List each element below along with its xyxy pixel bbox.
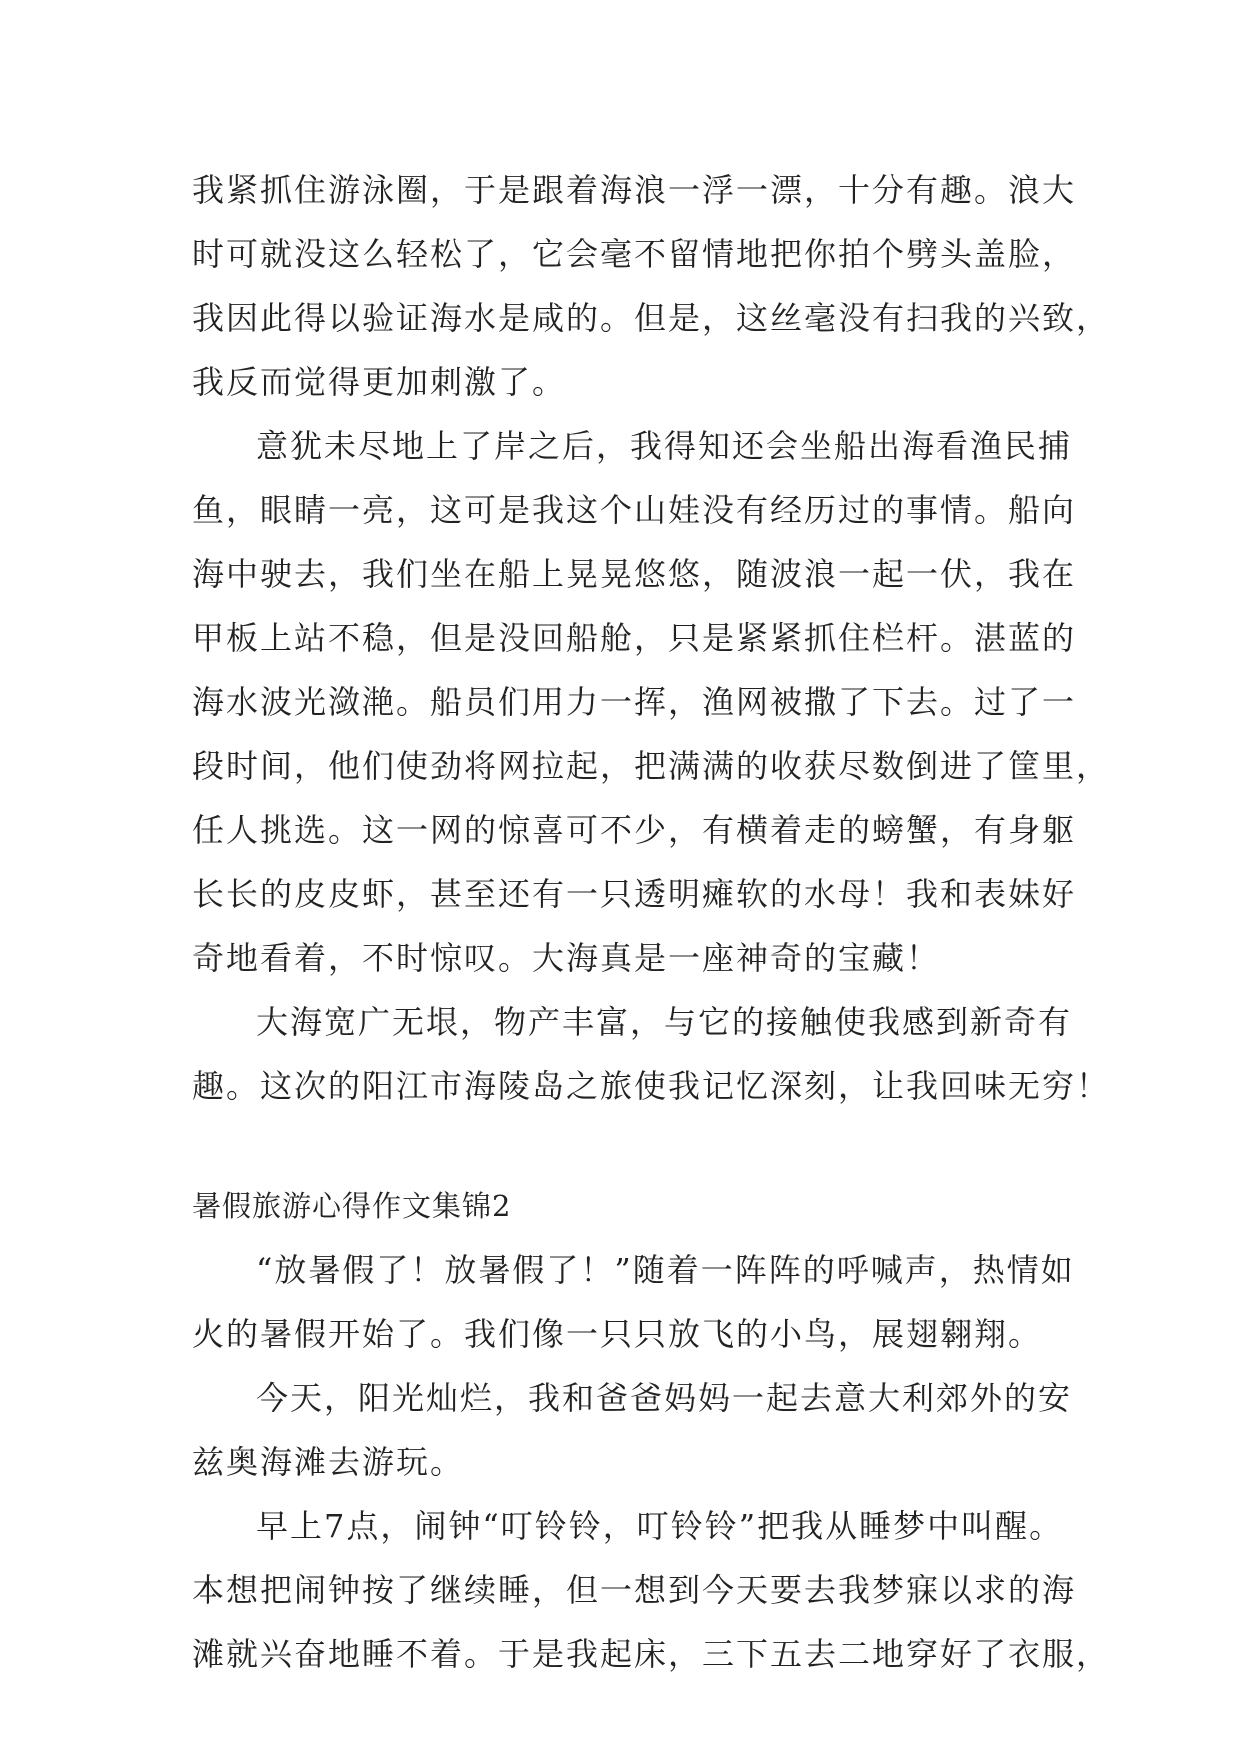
paragraph <box>192 1238 1075 1366</box>
text-line: 我反而觉得更加刺激了。 <box>192 363 567 401</box>
text-line: 本想把闹钟按了继续睡，但一想到今天要去我梦寐以求的海 <box>192 1571 1077 1609</box>
text-line: 长长的皮皮虾，甚至还有一只透明瘫软的水母！我和表妹好 <box>192 875 1077 913</box>
text-line: 段时间，他们使劲将网拉起，把满满的收获尽数倒进了筐里， <box>192 747 1111 785</box>
section-gap <box>192 1118 1072 1174</box>
text-line: 火的暑假开始了。我们像一只只放飞的小鸟，展翅翱翔。 <box>192 1315 1043 1353</box>
paragraph <box>192 414 1111 990</box>
text-line: 兹奥海滩去游玩。 <box>192 1443 465 1481</box>
text-line: 滩就兴奋地睡不着。于是我起床，三下五去二地穿好了衣服， <box>192 1635 1111 1673</box>
text-line: 趣。这次的阳江市海陵岛之旅使我记忆深刻，让我回味无穷！ <box>192 1067 1111 1105</box>
paragraph <box>192 990 1111 1118</box>
paragraph <box>192 158 1111 414</box>
text-line: 我紧抓住游泳圈，于是跟着海浪一浮一漂，十分有趣。浪大 <box>192 171 1077 209</box>
text-line: 奇地看着，不时惊叹。大海真是一座神奇的宝藏！ <box>192 939 941 977</box>
text-line: 意犹未尽地上了岸之后，我得知还会坐船出海看渔民捕 <box>256 427 1073 465</box>
text-line: 海水波光潋滟。船员们用力一挥，渔网被撒了下去。过了一 <box>192 683 1077 721</box>
text-line: 早上7点，闹钟“叮铃铃，叮铃铃”把我从睡梦中叫醒。 <box>256 1507 1064 1545</box>
paragraph <box>192 1366 1072 1494</box>
text-line: 时可就没这么轻松了，它会毫不留情地把你拍个劈头盖脸， <box>192 235 1077 273</box>
section-heading: 暑假旅游心得作文集锦2 <box>192 1189 512 1223</box>
text-line: 大海宽广无垠，物产丰富，与它的接触使我感到新奇有 <box>256 1003 1073 1041</box>
text-line: 我因此得以验证海水是咸的。但是，这丝毫没有扫我的兴致， <box>192 299 1111 337</box>
text-line: 海中驶去，我们坐在船上晃晃悠悠，随波浪一起一伏，我在 <box>192 555 1077 593</box>
text-line: 甲板上站不稳，但是没回船舱，只是紧紧抓住栏杆。湛蓝的 <box>192 619 1077 657</box>
text-line: “放暑假了！放暑假了！”随着一阵阵的呼喊声，热情如 <box>256 1251 1075 1289</box>
text-line: 今天，阳光灿烂，我和爸爸妈妈一起去意大利郊外的安 <box>256 1379 1073 1417</box>
document-body <box>192 158 1111 1686</box>
paragraph <box>192 1494 1111 1686</box>
text-line: 任人挑选。这一网的惊喜可不少，有横着走的螃蟹，有身躯 <box>192 811 1077 849</box>
text-line: 鱼，眼睛一亮，这可是我这个山娃没有经历过的事情。船向 <box>192 491 1077 529</box>
